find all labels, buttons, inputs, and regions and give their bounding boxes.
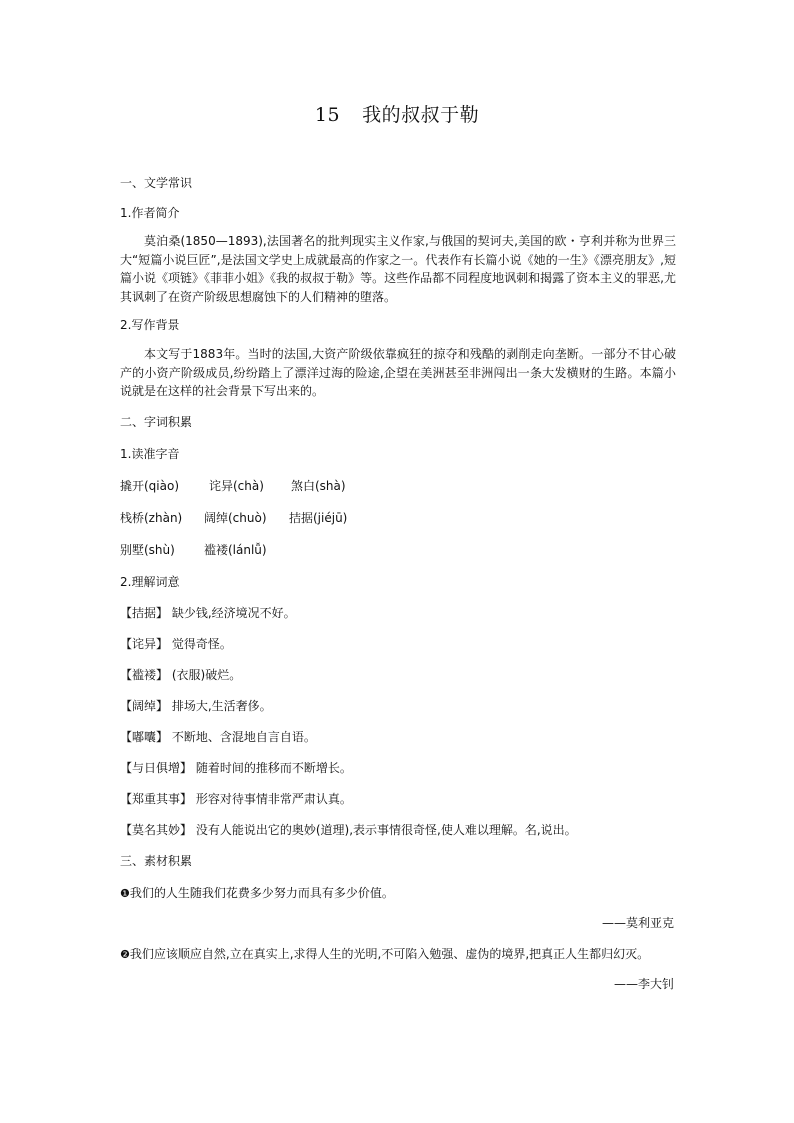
pronunciation-item: 煞白(shà) [291, 479, 346, 493]
pronunciation-item: 诧异(chà) [209, 479, 264, 493]
definition-item [120, 823, 577, 837]
pronunciation-item: 别墅(shù) [120, 543, 175, 557]
quote-bullet: ❷ [120, 948, 130, 961]
subheading-background: 2.写作背景 [120, 318, 180, 332]
subheading-author-intro: 1.作者简介 [120, 206, 180, 220]
definition-text: 缺少钱,经济境况不好。 [171, 606, 296, 620]
definition-item [120, 792, 352, 806]
quote-text: 我们应该顺应自然,立在真实上,求得人生的光明,不可陷入勉强、虚伪的境界,把真正人生都归幻灭。 [129, 947, 650, 961]
definition-item [120, 761, 352, 775]
definition-term: 【嘟囔】 [120, 730, 169, 744]
definition-term: 【莫名其妙】 [120, 823, 193, 837]
pronunciation-item: 拮据(jiéjū) [289, 511, 348, 525]
definition-item [120, 699, 272, 713]
page-title [0, 100, 794, 127]
paragraph-author-intro: 莫泊桑(1850—1893),法国著名的批判现实主义作家,与俄国的契诃夫,美国的欧・亨利并称为世界三大“短篇小说巨匠”,是法国文学史上成就最高的作家之一。代表作有长篇小说《她的一生》《漂亮朋友》,短篇小说《项链》《菲菲小姐》《我的叔叔于勒》等。这些作品都不同程度地讽刺和揭露了资本主义的罪恶,尤其讽刺了在资产阶级思想腐蚀下的人们精神的堕落。 [120, 234, 676, 304]
pronunciation-item: 褴褛(lánlǚ) [204, 543, 267, 557]
definition-text: 随着时间的推移而不断增长。 [195, 761, 352, 775]
definition-text: 不断地、含混地自言自语。 [171, 730, 316, 744]
section-heading-material: 三、素材积累 [120, 854, 193, 868]
section-heading-literature: 一、文学常识 [120, 176, 193, 190]
quote-author: ——李大钊 [613, 977, 674, 991]
title-number: 15 [314, 104, 341, 126]
pronunciation-row [120, 543, 267, 557]
pronunciation-item: 撬开(qiào) [120, 479, 180, 493]
definition-text: 形容对待事情非常严肃认真。 [195, 792, 352, 806]
pronunciation-row [120, 479, 346, 493]
definition-text: (衣服)破烂。 [171, 668, 242, 682]
definition-term: 【阔绰】 [120, 699, 169, 713]
definition-term: 【与日俱增】 [120, 761, 193, 775]
quote-item [120, 886, 394, 901]
definition-item [120, 606, 296, 620]
pronunciation-item: 阔绰(chuò) [204, 511, 267, 525]
paragraph-background: 本文写于1883年。当时的法国,大资产阶级依靠疯狂的掠夺和残酷的剥削走向垄断。一部分不甘心破产的小资产阶级成员,纷纷踏上了漂洋过海的险途,企望在美洲甚至非洲闯出一条大发横财的生路。本篇小说就是在这样的社会背景下写出来的。 [120, 347, 676, 398]
definition-term: 【诧异】 [120, 637, 169, 651]
quote-text: 我们的人生随我们花费多少努力而具有多少价值。 [129, 886, 394, 900]
subheading-definitions: 2.理解词意 [120, 575, 180, 589]
definition-term: 【郑重其事】 [120, 792, 193, 806]
definition-term: 【拮据】 [120, 606, 169, 620]
title-text: 我的叔叔于勒 [362, 104, 480, 126]
quote-bullet: ❶ [120, 887, 130, 900]
definition-item [120, 637, 232, 651]
definition-text: 觉得奇怪。 [171, 637, 232, 651]
definition-item [120, 668, 241, 682]
definition-text: 没有人能说出它的奥妙(道理),表示事情很奇怪,使人难以理解。名,说出。 [195, 823, 577, 837]
definition-text: 排场大,生活奢侈。 [171, 699, 272, 713]
pronunciation-item: 栈桥(zhàn) [120, 511, 183, 525]
quote-item [120, 947, 649, 962]
subheading-pronunciation: 1.读准字音 [120, 447, 180, 461]
section-heading-vocabulary: 二、字词积累 [120, 415, 193, 429]
pronunciation-row [120, 511, 347, 525]
quote-author: ——莫利亚克 [601, 916, 674, 930]
definition-item [120, 730, 316, 744]
definition-term: 【褴褛】 [120, 668, 169, 682]
